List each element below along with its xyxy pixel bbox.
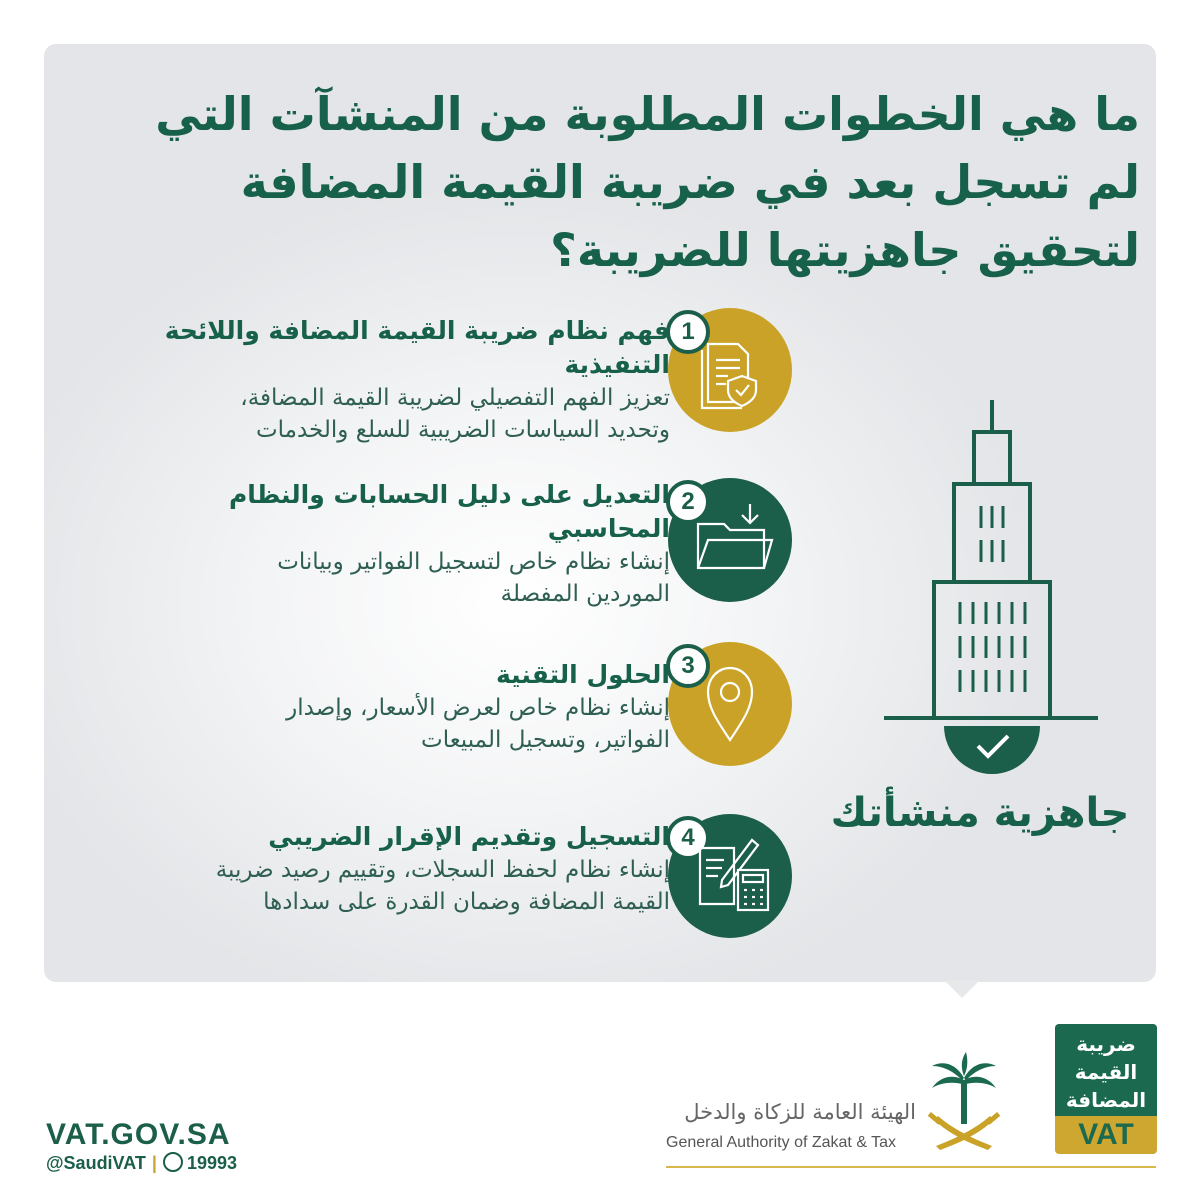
twitter-handle[interactable]: @SaudiVAT: [46, 1153, 146, 1173]
step-3-text: [130, 658, 670, 756]
authority-name-en: General Authority of Zakat & Tax: [666, 1134, 897, 1151]
step-1-desc-line-2: وتحديد السياسات الضريبية للسلع والخدمات: [256, 417, 670, 443]
vat-logo-english: VAT: [1055, 1116, 1157, 1154]
step-1-desc-line-1: تعزيز الفهم التفصيلي لضريبة القيمة المضافة،: [240, 385, 670, 411]
step-4-desc-line-2: القيمة المضافة وضمان القدرة على سدادها: [263, 889, 670, 915]
document-calculator-icon: [694, 834, 774, 914]
title-line-3: لتحقيق جاهزيتها للضريبة؟: [550, 223, 1140, 277]
palm-swords-emblem-icon: [926, 1050, 1002, 1158]
step-2-number: 2: [666, 480, 710, 524]
website-link[interactable]: VAT.GOV.SA: [46, 1118, 231, 1151]
footer-divider: [666, 1166, 1156, 1168]
separator: |: [151, 1153, 157, 1173]
folder-download-icon: [692, 500, 774, 576]
readiness-label: جاهزية منشأتك: [830, 790, 1130, 836]
vat-logo-line-2: القيمة: [1074, 1060, 1138, 1084]
phone-number[interactable]: 19993: [186, 1153, 237, 1173]
vat-logo-arabic: [1055, 1024, 1157, 1116]
vat-logo-line-3: المضافة: [1065, 1088, 1147, 1112]
title-line-1: ما هي الخطوات المطلوبة من المنشآت التي: [155, 87, 1140, 141]
step-4-heading-line-1: التسجيل وتقديم الإقرار الضريبي: [268, 822, 670, 851]
step-3-desc-line-1: إنشاء نظام خاص لعرض الأسعار، وإصدار: [286, 695, 670, 721]
step-2-text: [130, 478, 670, 610]
authority-name-ar: الهيئة العامة للزكاة والدخل: [684, 1100, 916, 1124]
step-2-desc-line-1: إنشاء نظام خاص لتسجيل الفواتير وبيانات: [277, 549, 670, 575]
building-check-icon: [880, 398, 1102, 788]
title-line-2: لم تسجل بعد في ضريبة القيمة المضافة: [240, 155, 1140, 209]
step-2-heading-line-2: المحاسبي: [547, 514, 670, 543]
step-3-desc-line-2: الفواتير، وتسجيل المبيعات: [421, 727, 670, 753]
step-1-heading-line-1: فهم نظام ضريبة القيمة المضافة واللائحة: [164, 316, 670, 345]
card-pointer: [944, 980, 980, 998]
step-2-desc-line-2: الموردين المفصلة: [500, 581, 670, 607]
page-title: [140, 80, 1140, 284]
step-3-number: 3: [666, 644, 710, 688]
document-shield-icon: [698, 336, 762, 410]
vat-logo-line-1: ضريبة: [1076, 1032, 1136, 1056]
step-1-heading-line-2: التنفيذية: [564, 350, 670, 379]
step-4-desc-line-1: إنشاء نظام لحفظ السجلات، وتقييم رصيد ضريبة: [215, 857, 670, 883]
contact-info: [46, 1152, 237, 1174]
location-pin-icon: [704, 664, 756, 744]
step-3-heading-line-1: الحلول التقنية: [496, 660, 670, 689]
phone-icon: [163, 1152, 183, 1172]
vat-logo: [1055, 1024, 1157, 1154]
step-4-number: 4: [666, 816, 710, 860]
step-1-text: [130, 314, 670, 446]
step-4-text: [130, 820, 670, 918]
step-2-heading-line-1: التعديل على دليل الحسابات والنظام: [228, 480, 670, 509]
step-1-number: 1: [666, 310, 710, 354]
